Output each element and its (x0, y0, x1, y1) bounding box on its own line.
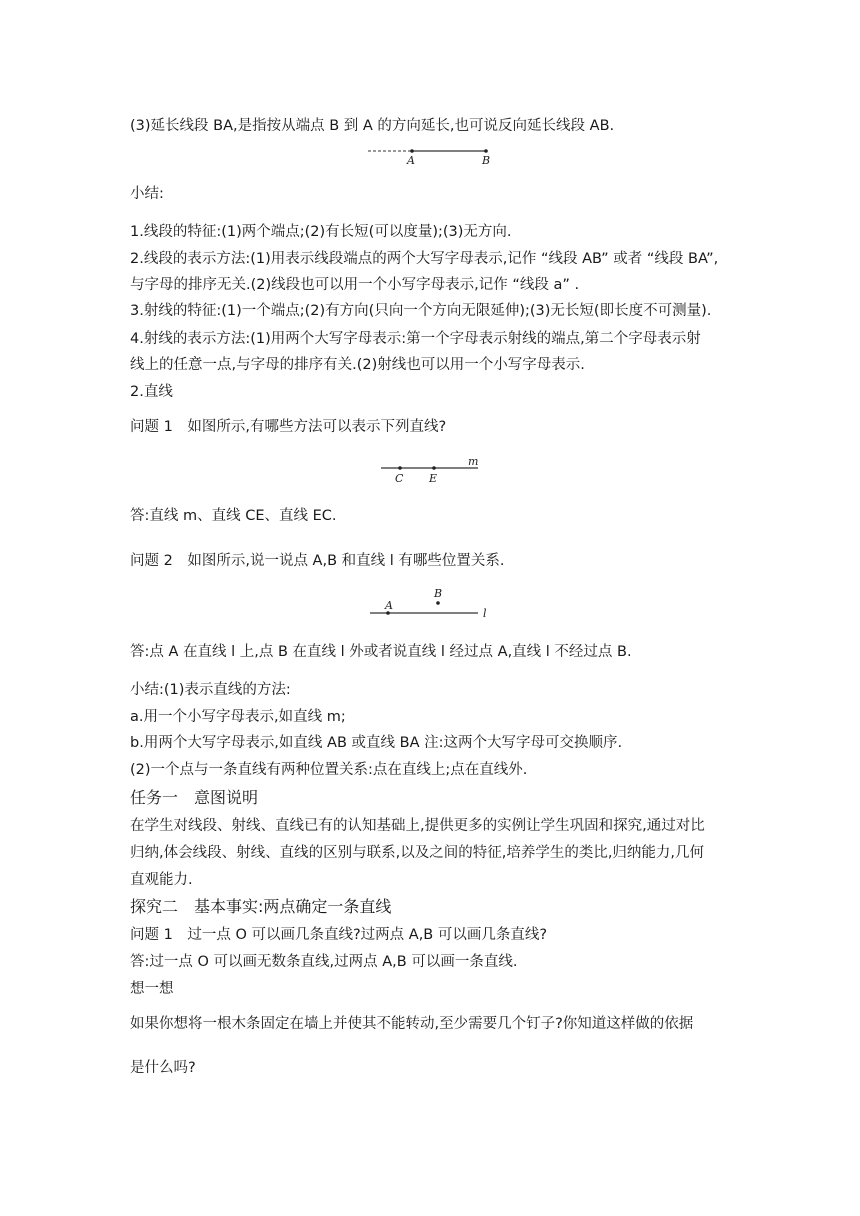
summary2-item: 小结:(1)表示直线的方法: (130, 682, 291, 698)
think-title: 想一想 (130, 981, 174, 997)
think-body: 如果你想将一根木条固定在墙上并使其不能转动,至少需要几个钉子?你知道这样做的依据 (130, 1016, 694, 1032)
point-e (432, 466, 436, 470)
task1-body: 归纳,体会线段、射线、直线的区别与联系,以及之间的特征,培养学生的类比,归纳能力,几何 (130, 845, 705, 861)
explore2-title: 探究二 基本事实:两点确定一条直线 (130, 897, 392, 916)
summary1-item: 4.射线的表示方法:(1)用两个大写字母表示:第一个字母表示射线的端点,第二个字母表示射 (130, 331, 701, 347)
explore2-answer-1: 答:过一点 O 可以画无数条直线,过两点 A,B 可以画一条直线. (130, 954, 518, 970)
question-1: 问题 1 如图所示,有哪些方法可以表示下列直线? (130, 419, 447, 435)
point-a (410, 149, 414, 153)
summary2-item: a.用一个小写字母表示,如直线 m; (130, 709, 346, 725)
task1-title: 任务一 意图说明 (130, 788, 259, 807)
figure-segment-ab (366, 144, 496, 168)
task1-body: 直观能力. (130, 872, 193, 888)
summary1-item: 线上的任意一点,与字母的排序有关.(2)射线也可以用一个小写字母表示. (130, 357, 585, 373)
summary1-item: 3.射线的特征:(1)一个端点;(2)有方向(只向一个方向无限延伸);(3)无长短(即长度不可测量). (130, 303, 712, 319)
summary1-item: 1.线段的特征:(1)两个端点;(2)有长短(可以度量);(3)无方向. (130, 224, 512, 240)
label-m: m (468, 456, 479, 468)
label-a: A (407, 154, 415, 167)
label-b: B (434, 587, 443, 600)
answer-1: 答:直线 m、直线 CE、直线 EC. (130, 508, 337, 524)
section-title-line: 2.直线 (130, 384, 173, 400)
label-c: C (395, 472, 404, 485)
summary2-item: (2)一个点与一条直线有两种位置关系:点在直线上;点在直线外. (130, 762, 528, 778)
explore2-question-1: 问题 1 过一点 O 可以画几条直线?过两点 A,B 可以画几条直线? (130, 927, 548, 943)
task1-body: 在学生对线段、射线、直线已有的认知基础上,提供更多的实例让学生巩固和探究,通过对比 (130, 818, 705, 834)
answer-2: 答:点 A 在直线 l 上,点 B 在直线 l 外或者说直线 l 经过点 A,直线 l 不经过点 B. (130, 644, 632, 660)
point-b (436, 601, 440, 605)
label-e: E (429, 472, 438, 485)
paragraph-extend-ba: (3)延长线段 BA,是指按从端点 B 到 A 的方向延长,也可说反向延长线段 AB. (130, 118, 615, 134)
label-a: A (385, 599, 393, 612)
question-2: 问题 2 如图所示,说一说点 A,B 和直线 l 有哪些位置关系. (130, 553, 505, 569)
summary2-item: b.用两个大写字母表示,如直线 AB 或直线 BA 注:这两个大写字母可交换顺序. (130, 735, 623, 751)
figure-line-l (366, 586, 496, 622)
label-l: l (483, 607, 487, 620)
point-c (398, 466, 402, 470)
think-body: 是什么吗? (130, 1060, 196, 1076)
label-b: B (482, 154, 491, 167)
point-b (484, 149, 488, 153)
summary1-item: 2.线段的表示方法:(1)用表示线段端点的两个大写字母表示,记作 “线段 AB” 或者 “线段 BA”, (130, 251, 719, 267)
figure-line-m (378, 456, 488, 486)
summary1-item: 与字母的排序无关.(2)线段也可以用一个小写字母表示,记作 “线段 a” . (130, 277, 580, 293)
summary1-title: 小结: (130, 186, 164, 202)
